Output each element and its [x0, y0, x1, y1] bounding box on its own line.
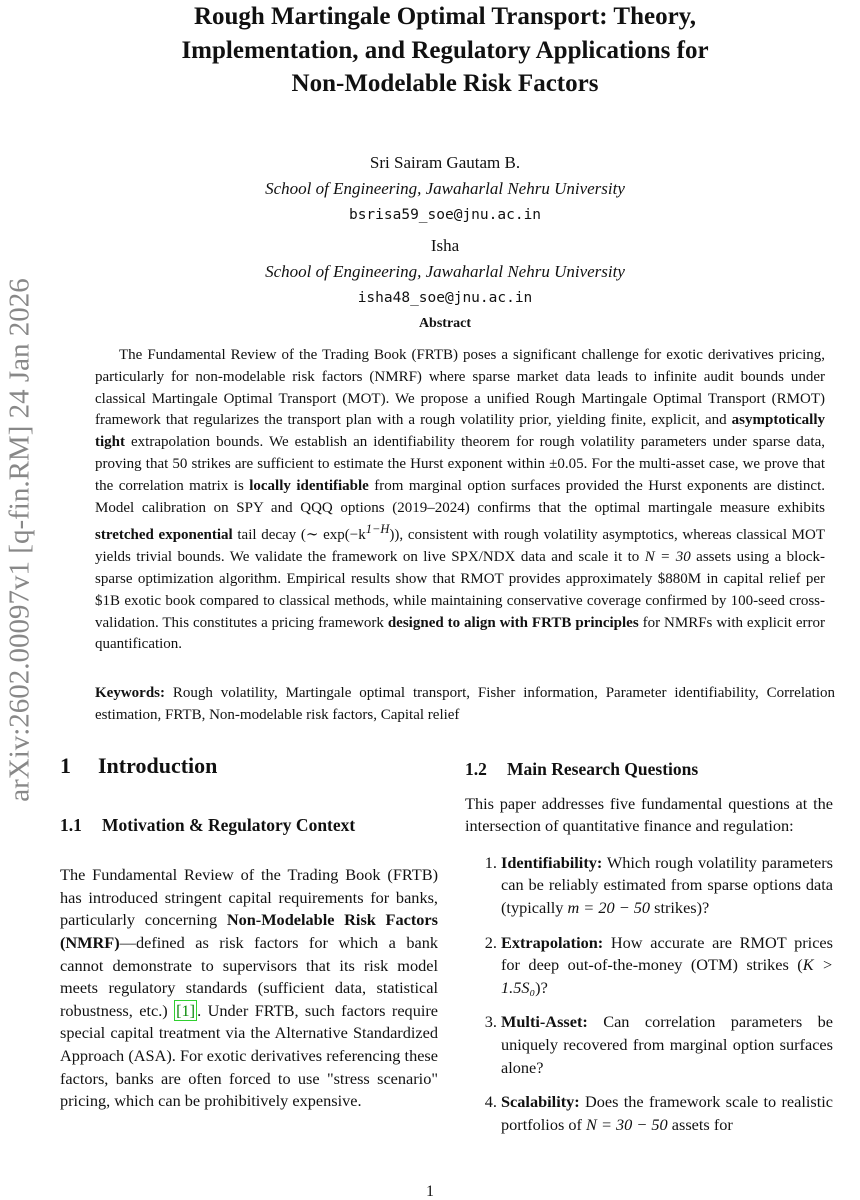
- math: 1−H: [365, 522, 390, 537]
- author-name: Isha: [430, 236, 460, 255]
- author-email[interactable]: isha48_soe@jnu.ac.in: [357, 290, 533, 306]
- paper-title: [60, 0, 830, 101]
- keywords: [95, 683, 835, 727]
- text: strikes)?: [650, 897, 710, 917]
- math: N = 30: [644, 549, 691, 566]
- author-email[interactable]: bsrisa59_soe@jnu.ac.in: [348, 207, 542, 223]
- text: )), consistent with rough volatility asymptotics, whereas classical MOT yields trivial bounds. We validate the framework on live SPX/NDX data and scale it to: [95, 527, 826, 566]
- text: The Fundamental Review of the Trading Book (FRTB) poses a significant challenge for exotic derivatives pricing, particularly for non-modelable risk factors (NMRF) where sparse market data leads to infinite audit bounds under classical Martingale Optimal Transport (MOT). We propose a unified Rough Martingale Optimal Transport (RMOT) framework that regularizes the transport plan with a rough volatility prior, yielding finite, explicit, and: [95, 347, 825, 429]
- abstract-body: [95, 345, 825, 656]
- research-questions-list: [465, 852, 833, 1137]
- text: The Fundamental Review of the Trading Book (FRTB) has introduced stringent capital requirements for banks, particularly concerning: [60, 865, 438, 930]
- item-label: Identifiability:: [501, 852, 603, 872]
- list-item: [501, 1091, 833, 1136]
- text: . Under FRTB, such factors require special capital treatment via the Alternative Standardized Approach (ASA). For exotic derivatives referencing these factors, banks are often forced to use "stress scenario" pricing, which can be prohibitively expensive.: [60, 1000, 439, 1111]
- text: from marginal option surfaces provided the Hurst exponents are distinct. Model calibration on SPY and QQQ options (2019–2024) confirms that the optimal martingale measure exhibits: [95, 477, 825, 516]
- item-label: Multi-Asset:: [501, 1012, 588, 1032]
- text: tail decay (∼ exp(−k: [232, 527, 366, 544]
- subsection-heading: [465, 758, 833, 781]
- author: [60, 150, 830, 228]
- text: extrapolation bounds. We establish an identifiability theorem for rough volatility parameters under sparse data, proving that 50 strikes are sufficient to estimate the Hurst exponent within ±0.05. For the multi-asset case, we prove that the correlation matrix is: [95, 434, 825, 494]
- paragraph: [60, 864, 438, 1113]
- text: —defined as risk factors for which a bank cannot demonstrate to supervisors that its risk model meets regulatory standards (sufficient data, statistical robustness, etc.): [60, 932, 438, 1020]
- authors: [60, 150, 830, 311]
- text: )?: [535, 977, 548, 997]
- paragraph: This paper addresses five fundamental questions at the intersection of quantitative finance and regulation:: [465, 793, 833, 836]
- subsection-heading: [60, 814, 438, 837]
- math: K > 1.5S₀: [501, 955, 834, 997]
- item-label: Extrapolation:: [501, 932, 604, 952]
- math: N = 30 − 50: [586, 1114, 668, 1134]
- subsection-number: 1.1: [60, 814, 82, 835]
- item-label: Scalability:: [501, 1092, 580, 1112]
- list-item: [501, 852, 833, 920]
- text: for NMRFs with explicit error quantification.: [95, 614, 825, 653]
- section-heading: [60, 755, 438, 778]
- arxiv-stamp: [2, 240, 38, 840]
- citation-link[interactable]: [1]: [176, 1000, 196, 1020]
- text: assets using a block-sparse optimization algorithm. Empirical results show that RMOT provides approximately $880M in capital relief per $1B exotic book compared to classical methods, while maintaining conservative coverage confirmed by 100-seed cross-validation. This constitutes a pricing framework: [95, 549, 826, 631]
- author-affiliation: School of Engineering, Jawaharlal Nehru University: [265, 179, 625, 198]
- subsection-number: 1.2: [465, 759, 487, 779]
- math: m = 20 − 50: [567, 897, 651, 917]
- text: Can correlation parameters be uniquely recovered from marginal option surfaces alone?: [501, 1012, 833, 1077]
- emphasis: stretched exponential: [95, 527, 233, 544]
- right-column: [465, 755, 833, 1148]
- text: How accurate are RMOT prices for deep out-of-the-money (OTM) strikes (: [501, 932, 833, 975]
- subsection-title: Motivation & Regulatory Context: [102, 814, 356, 835]
- keywords-text: Rough volatility, Martingale optimal transport, Fisher information, Parameter identifiability, Correlation estimation, FRTB, Non-modelable risk factors, Capital relief: [95, 685, 835, 723]
- emphasis: Non-Modelable Risk Factors (NMRF): [60, 910, 438, 952]
- text: Does the framework scale to realistic portfolios of: [501, 1092, 833, 1134]
- section-number: 1: [60, 753, 71, 778]
- emphasis: asymptotically tight: [95, 412, 825, 451]
- arxiv-id: arXiv:2602.00097v1 [q-fin.RM] 24 Jan 2026: [3, 278, 36, 802]
- title-line: Rough Martingale Optimal Transport: Theory,: [193, 3, 697, 30]
- section-title: Introduction: [98, 753, 218, 778]
- author: [60, 233, 830, 311]
- subsection-title: Main Research Questions: [507, 759, 699, 779]
- abstract-heading: Abstract: [418, 316, 472, 331]
- text: Which rough volatility parameters can be reliably estimated from sparse options data (typically: [501, 852, 833, 917]
- author-name: Sri Sairam Gautam B.: [369, 153, 521, 172]
- title-line: Non-Modelable Risk Factors: [291, 70, 599, 97]
- title-line: Implementation, and Regulatory Applications for: [181, 36, 709, 64]
- emphasis: locally identifiable: [249, 477, 369, 494]
- emphasis: designed to align with FRTB principles: [387, 614, 639, 631]
- list-item: [501, 932, 833, 1000]
- author-affiliation: School of Engineering, Jawaharlal Nehru University: [265, 262, 625, 281]
- text: assets for: [667, 1114, 733, 1134]
- list-item: [501, 1011, 833, 1079]
- left-column: [60, 755, 438, 1113]
- page-number: 1: [426, 1183, 434, 1200]
- keywords-label: Keywords:: [95, 685, 165, 701]
